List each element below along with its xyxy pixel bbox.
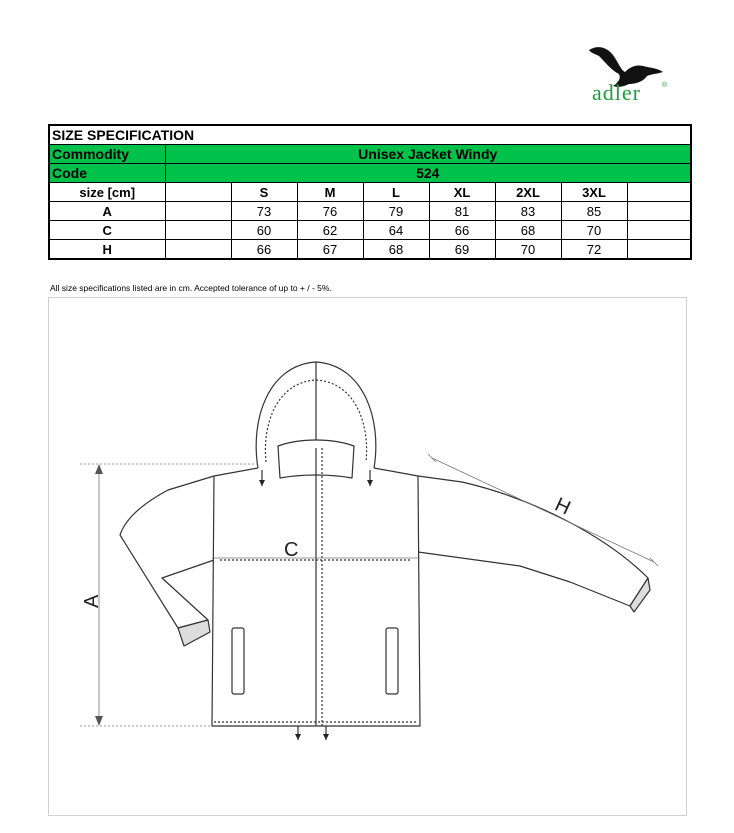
table-cell: 60 — [231, 221, 297, 240]
table-title: SIZE SPECIFICATION — [49, 125, 691, 145]
dimension-label-h: H — [551, 493, 574, 520]
table-cell: 66 — [231, 240, 297, 260]
row-label: H — [49, 240, 165, 260]
table-cell: 70 — [561, 221, 627, 240]
table-cell: 72 — [561, 240, 627, 260]
size-header: 2XL — [495, 183, 561, 202]
logo-text: adler — [592, 80, 641, 105]
table-cell: 68 — [363, 240, 429, 260]
left-sleeve — [120, 476, 214, 628]
table-cell: 81 — [429, 202, 495, 221]
table-cell: 85 — [561, 202, 627, 221]
table-cell: 73 — [231, 202, 297, 221]
size-header: M — [297, 183, 363, 202]
right-sleeve — [418, 476, 648, 606]
size-header: 3XL — [561, 183, 627, 202]
dimension-label-c: C — [284, 539, 299, 561]
commodity-label: Commodity — [49, 145, 165, 164]
table-cell: 68 — [495, 221, 561, 240]
table-cell: 64 — [363, 221, 429, 240]
size-header: S — [231, 183, 297, 202]
size-header: XL — [429, 183, 495, 202]
table-cell: 76 — [297, 202, 363, 221]
tolerance-note: All size specifications listed are in cm. Accepted tolerance of up to + / - 5%. — [50, 283, 332, 293]
dimension-label-a: A — [81, 594, 103, 608]
table-cell: 69 — [429, 240, 495, 260]
left-pocket — [232, 628, 244, 694]
table-cell: 79 — [363, 202, 429, 221]
table-cell: 67 — [297, 240, 363, 260]
commodity-value: Unisex Jacket Windy — [165, 145, 691, 164]
row-label: A — [49, 202, 165, 221]
table-cell: 83 — [495, 202, 561, 221]
table-cell: 70 — [495, 240, 561, 260]
code-label: Code — [49, 164, 165, 183]
table-cell: 66 — [429, 221, 495, 240]
size-header: L — [363, 183, 429, 202]
row-label: C — [49, 221, 165, 240]
right-pocket — [386, 628, 398, 694]
table-cell: 62 — [297, 221, 363, 240]
code-value: 524 — [165, 164, 691, 183]
registered-mark: ® — [662, 82, 668, 89]
size-column-label: size [cm] — [49, 183, 165, 202]
